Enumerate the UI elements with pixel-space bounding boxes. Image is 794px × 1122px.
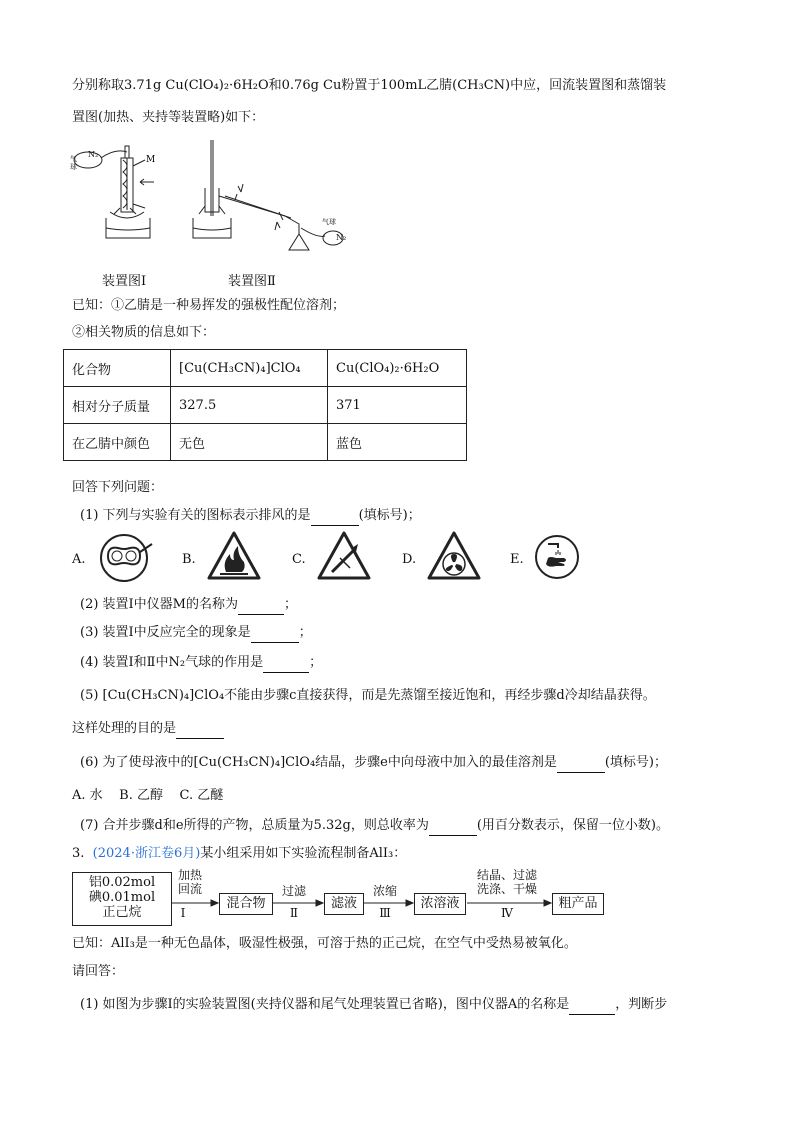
option-b-label: B. — [182, 552, 196, 567]
option-a-label: A. — [72, 552, 86, 567]
apparatus-tag-n2-2: N₂ — [336, 233, 347, 242]
flow-step-4: Ⅳ — [501, 906, 513, 920]
flow-reagents-box: 铝0.02mol 碘0.01mol 正己烷 — [72, 872, 172, 926]
apparatus-tag-balloon-1: 气球 — [70, 155, 77, 171]
apparatus-tag-m: M — [146, 155, 156, 165]
question-4: (4) 装置Ⅰ和Ⅱ中N₂气球的作用是 ； — [80, 652, 322, 673]
option-e-label: E. — [510, 552, 524, 567]
flow-box-crude-product: 粗产品 — [552, 893, 604, 915]
table-cell: 327.5 — [171, 387, 328, 424]
option-d-label: D. — [402, 552, 417, 567]
table-cell: 371 — [328, 387, 467, 424]
table-cell: 无色 — [171, 424, 328, 461]
flow-box-concentrate: 浓溶液 — [414, 893, 466, 915]
flow-box-mixture: 混合物 — [219, 893, 273, 915]
intro-line-1: 分别称取3.71g Cu(ClO₄)₂·6H₂O和0.76g Cu粉置于100mL乙腈(CH₃CN)中应，回流装置图和蒸馏装 — [72, 78, 667, 93]
question-6: (6) 为了使母液中的[Cu(CH₃CN)₄]ClO₄结晶，步骤e中向母液中加入的最佳溶剂是 (填标号)； — [80, 752, 667, 773]
flow-op-4: 结晶、过滤 洗涤、干燥 — [476, 868, 537, 896]
problem-3-header: 3. (2024·浙江卷6月)某小组采用如下实验流程制备AlI₃： — [72, 846, 407, 861]
problem-3-source: (2024·浙江卷6月) — [92, 846, 201, 861]
apparatus-label-1: 装置图Ⅰ — [102, 274, 147, 289]
question-6-options: A. 水 B. 乙醇 C. 乙醚 — [72, 788, 224, 803]
option-c-label: C. — [292, 552, 306, 567]
flow-step-1: Ⅰ — [180, 906, 186, 920]
flow-op-3: 浓缩 — [372, 884, 397, 898]
flow-step-2: Ⅱ — [289, 906, 299, 920]
table-cell: Cu(ClO₄)₂·6H₂O — [328, 350, 467, 387]
question-5-line-2: 这样处理的目的是 — [72, 718, 224, 739]
question-5-line-1: (5) [Cu(CH₃CN)₄]ClO₄不能由步骤c直接获得，而是先蒸馏至接近饱和，再经步骤d冷却结晶获得。 — [80, 688, 656, 703]
known-3: 已知：AlI₃是一种无色晶体，吸湿性极强，可溶于热的正己烷，在空气中受热易被氧化。 — [72, 936, 577, 951]
question-7: (7) 合并步骤d和e所得的产物，总质量为5.32g，则总收率为 (用百分数表示，保留一位小数)。 — [80, 815, 669, 836]
apparatus-tag-n2-1: N₂ — [88, 150, 99, 159]
answer-blank — [569, 994, 615, 1015]
table-cell: 化合物 — [64, 350, 171, 387]
apparatus-tag-balloon-2: 气球 — [322, 218, 336, 226]
flow-box-filtrate: 滤液 — [324, 893, 364, 915]
flow-op-2: 过滤 — [281, 884, 306, 898]
known-line-1: 已知：①乙腈是一种易挥发的强极性配位溶剂； — [72, 298, 346, 313]
flow-op-1: 加热 回流 — [177, 868, 202, 896]
table-cell: 相对分子质量 — [64, 387, 171, 424]
prompt: 回答下列问题： — [72, 480, 164, 495]
question-3-1: (1) 如图为步骤Ⅰ的实验装置图(夹持仪器和尾气处理装置已省略)，图中仪器A的名称是 ，判断步 — [80, 994, 667, 1015]
apparatus-label-2: 装置图Ⅱ — [228, 274, 276, 289]
table-cell: 蓝色 — [328, 424, 467, 461]
flow-step-3: Ⅲ — [379, 906, 391, 920]
intro-line-2: 置图(加热、夹持等装置略)如下： — [72, 110, 265, 125]
table-cell: 在乙腈中颜色 — [64, 424, 171, 461]
please-answer: 请回答： — [72, 964, 125, 979]
table-cell: [Cu(CH₃CN)₄]ClO₄ — [171, 350, 328, 387]
question-2: (2) 装置Ⅰ中仪器M的名称为 ； — [80, 594, 297, 615]
question-1: (1) 下列与实验有关的图标表示排风的是 (填标号)； — [80, 505, 421, 526]
known-line-2: ②相关物质的信息如下： — [72, 325, 216, 340]
question-3: (3) 装置Ⅰ中反应完全的现象是 ； — [80, 622, 312, 643]
